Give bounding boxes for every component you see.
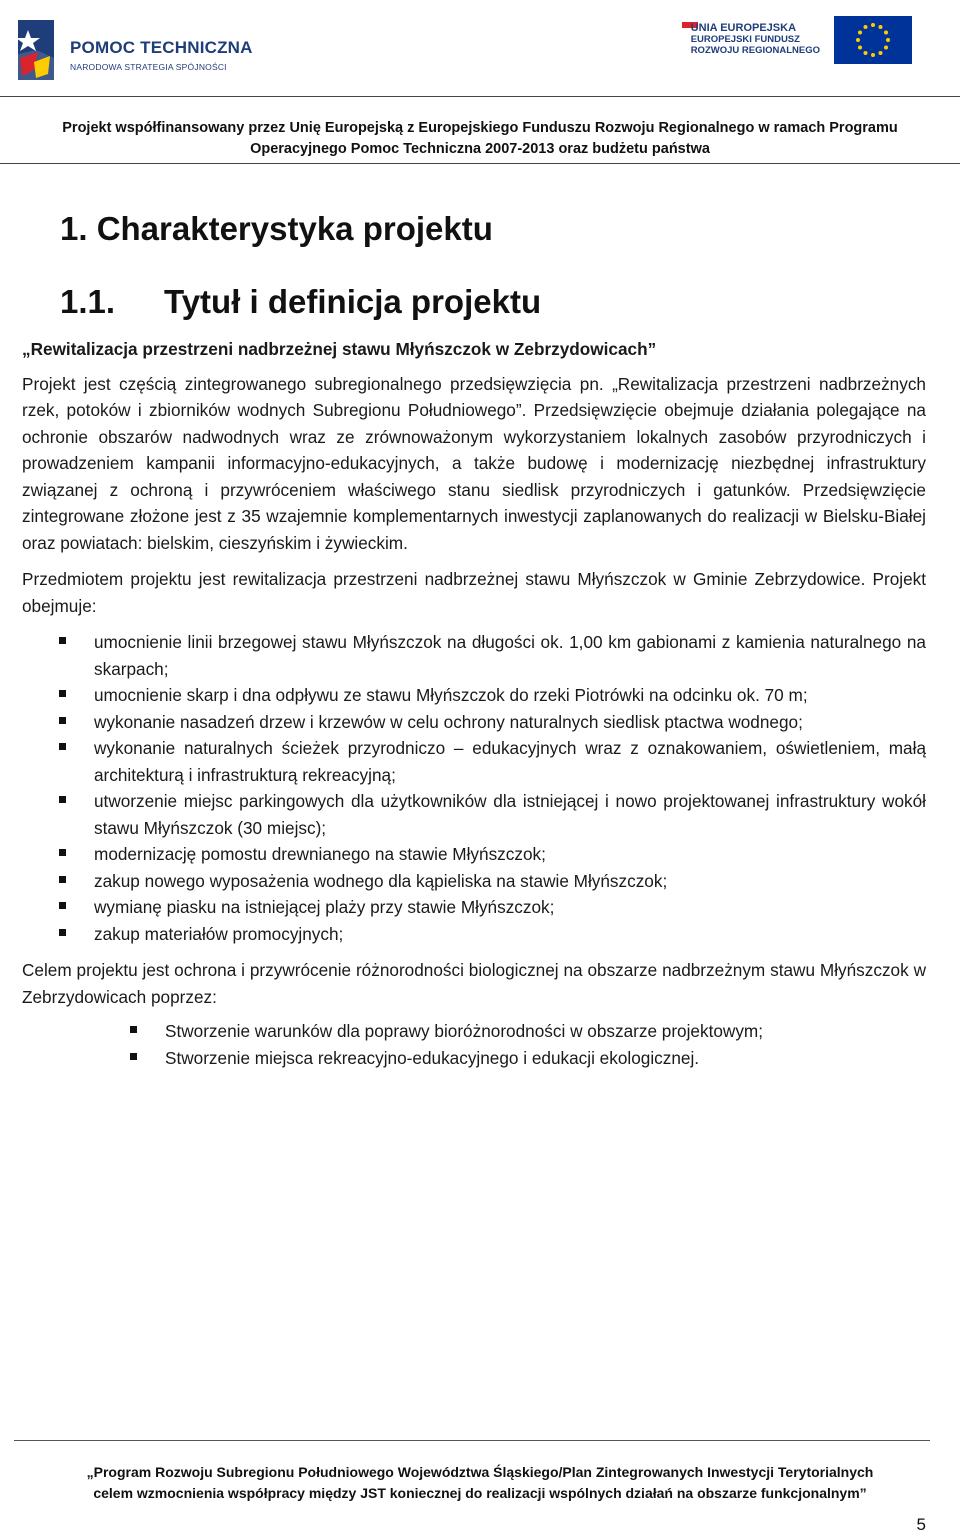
section-heading-1: 1. Charakterystyka projektu <box>60 210 493 247</box>
footer-line-1: „Program Rozwoju Subregionu Południowego Województwa Śląskiego/Plan Zintegrowanych Inwestycji Terytorialnych <box>86 1464 874 1480</box>
list-item: modernizację pomostu drewnianego na stawie Młyńszczok; <box>22 841 926 868</box>
list-item: wykonanie nasadzeń drzew i krzewów w celu ochrony naturalnych siedlisk ptactwa wodnego; <box>22 709 926 736</box>
eu-logo-line3: ROZWOJU REGIONALNEGO <box>690 45 820 56</box>
paragraph-project-subject: Przedmiotem projektu jest rewitalizacja przestrzeni nadbrzeżnej stawu Młyńszczok w Gminie Zebrzydowice. Projekt obejmuje: <box>22 569 926 616</box>
list-item: utworzenie miejsc parkingowych dla użytkowników dla istniejącej i nowo projektowanej infrastruktury wokół stawu Młyńszczok (30 miejsc); <box>22 788 926 841</box>
section-heading-2-number: 1.1. <box>60 283 116 320</box>
list-item: zakup nowego wyposażenia wodnego dla kąpieliska na stawie Młyńszczok; <box>22 868 926 895</box>
list-item: Stworzenie miejsca rekreacyjno-edukacyjnego i edukacji ekologicznej. <box>22 1045 926 1072</box>
footer-divider <box>14 1440 930 1441</box>
footer-program-title <box>0 1462 960 1504</box>
paragraph-project-goal: Celem projektu jest ochrona i przywrócenie różnorodności biologicznej na obszarze nadbrzeżnym stawu Młyńszczok w Zebrzydowicach poprzez: <box>22 960 926 1007</box>
header-divider-top <box>0 96 960 97</box>
pomoc-techniczna-emblem-icon <box>14 14 64 88</box>
list-item: zakup materiałów promocyjnych; <box>22 921 926 948</box>
eu-logo-line2: EUROPEJSKI FUNDUSZ <box>690 34 800 45</box>
section-heading-2 <box>60 283 541 321</box>
eu-flag-icon <box>834 16 912 64</box>
section-heading-2-title: Tytuł i definicja projektu <box>164 283 542 320</box>
cofinancing-statement <box>0 118 960 160</box>
header-divider-bottom <box>0 163 960 164</box>
eu-logo <box>682 16 912 64</box>
footer-line-2: celem wzmocnienia współpracy między JST koniecznej do realizacji wspólnych działań na obszarze funkcjonalnym” <box>93 1485 867 1501</box>
page-number: 5 <box>916 1515 926 1534</box>
pomoc-techniczna-logo <box>14 14 254 88</box>
logo-left-title: POMOC TECHNICZNA <box>70 38 253 57</box>
eu-logo-line1: UNIA EUROPEJSKA <box>690 22 797 34</box>
list-item: wykonanie naturalnych ścieżek przyrodniczo – edukacyjnych wraz z oznakowaniem, oświetleniem, małą architekturą i infrastrukturą rekreacyjną; <box>22 735 926 788</box>
cofinancing-line-2: Operacyjnego Pomoc Techniczna 2007-2013 oraz budżetu państwa <box>250 141 710 157</box>
list-item: umocnienie linii brzegowej stawu Młyńszczok na długości ok. 1,00 km gabionami z kamienia naturalnego na skarpach; <box>22 629 926 682</box>
logo-left-subtitle: NARODOWA STRATEGIA SPÓJNOŚCI <box>70 62 227 72</box>
list-item: Stworzenie warunków dla poprawy bioróżnorodności w obszarze projektowym; <box>22 1018 926 1045</box>
project-goal-list <box>22 1018 926 1071</box>
project-scope-list <box>22 629 926 947</box>
project-title: „Rewitalizacja przestrzeni nadbrzeżnej stawu Młyńszczok w Zebrzydowicach” <box>22 339 657 359</box>
document-body <box>22 336 926 1071</box>
list-item: wymianę piasku na istniejącej plaży przy stawie Młyńszczok; <box>22 894 926 921</box>
list-item: umocnienie skarp i dna odpływu ze stawu Młyńszczok do rzeki Piotrówki na odcinku ok. 70 m; <box>22 682 926 709</box>
paragraph-project-context: Projekt jest częścią zintegrowanego subregionalnego przedsięwzięcia pn. „Rewitalizacja przestrzeni nadbrzeżnych rzek, potoków i zbiorników wodnych Subregionu Południowego”. Przedsięwzięcie obejmuje działania polegające na ochronie obszarów nadwodnych wraz ze zrównoważonym wykorzystaniem lokalnych zasobów przyrodniczych i prowadzeniem kampanii informacyjno-edukacyjnych, a także budowę i modernizację niezbędnej infrastruktury związanej z ochroną i przywróceniem właściwego stanu siedlisk przyrodniczych i gatunków. Przedsięwzięcie zintegrowane złożone jest z 35 wzajemnie komplementarnych inwestycji zaplanowanych do realizacji w Bielsku-Białej oraz powiatach: bielskim, cieszyńskim i żywieckim. <box>22 373 926 553</box>
header-logos <box>0 0 960 96</box>
cofinancing-line-1: Projekt współfinansowany przez Unię Europejską z Europejskiego Funduszu Rozwoju Regionalnego w ramach Programu <box>62 120 898 136</box>
